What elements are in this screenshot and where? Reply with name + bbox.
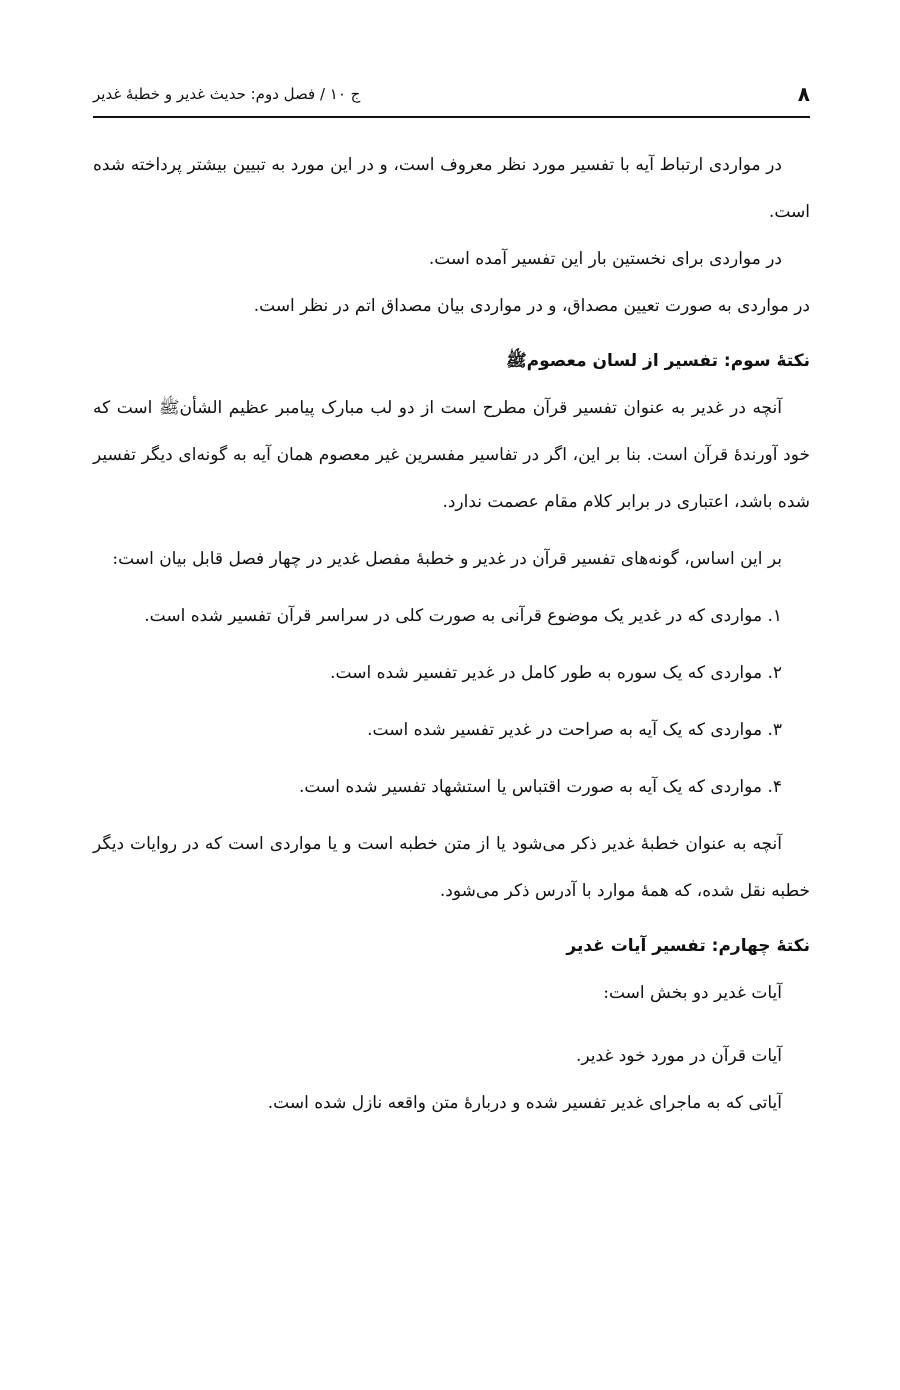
list-item: ۲. مواردی که یک سوره به طور کامل در غدیر تفسیر شده است.	[330, 663, 782, 683]
list-item: ۱. مواردی که در غدیر یک موضوع قرآنی به صورت کلی در سراسر قرآن تفسیر شده است.	[144, 606, 782, 626]
heading-text: نکتهٔ سوم: تفسیر از لسان معصوم	[526, 351, 810, 371]
list-item: ۴. مواردی که یک آیه به صورت اقتباس یا استشهاد تفسیر شده است.	[298, 777, 782, 797]
honorific-symbol: ﷺ	[506, 351, 527, 371]
section-heading-3	[93, 338, 810, 385]
paragraph	[93, 385, 810, 526]
paragraph: آیات قرآن در مورد خود غدیر.	[575, 1046, 782, 1066]
paragraph: آنچه به عنوان خطبهٔ غدیر ذکر می‌شود یا از متن خطبه است و یا مواردی است که در روایات دیگر خطبه نقل شده، که همهٔ موارد با آدرس ذکر می‌شود.	[93, 834, 810, 901]
book-page	[93, 0, 810, 1390]
paragraph: آیاتی که به ماجرای غدیر تفسیر شده و دربارهٔ متن واقعه نازل شده است.	[267, 1093, 782, 1113]
paragraph: در مواردی به صورت تعیین مصداق، و در مواردی بیان مصداق اتم در نظر است.	[253, 296, 810, 316]
paragraph-text: است که خود آورندهٔ قرآن است. بنا بر این، اگر در تفاسیر مفسرین غیر معصوم همان آیه به گونه‌ای دیگر تفسیر شده باشد، اعتباری در برابر کلام مقام عصمت ندارد.	[93, 398, 810, 512]
page-header	[93, 74, 810, 114]
header-rule	[93, 116, 810, 118]
paragraph: در مواردی برای نخستین بار این تفسیر آمده است.	[428, 249, 782, 269]
paragraph: در مواردی ارتباط آیه با تفسیر مورد نظر معروف است، و در این مورد به تبیین بیشتر پرداخته شده است.	[93, 155, 810, 222]
paragraph: آیات غدیر دو بخش است:	[603, 983, 782, 1003]
running-head: ج ۱۰ / فصل دوم: حدیث غدیر و خطبهٔ غدیر	[93, 85, 361, 103]
page-content	[93, 142, 810, 1127]
paragraph: بر این اساس، گونه‌های تفسیر قرآن در غدیر و خطبهٔ مفصل غدیر در چهار فصل قابل بیان است:	[112, 549, 782, 569]
honorific-symbol: ﷺ	[158, 398, 180, 418]
section-heading-4: نکتهٔ چهارم: تفسیر آیات غدیر	[566, 936, 810, 956]
paragraph-text: آنچه در غدیر به عنوان تفسیر قرآن مطرح است از دو لب مبارک پیامبر عظیم الشأن	[179, 398, 782, 418]
list-item: ۳. مواردی که یک آیه به صراحت در غدیر تفسیر شده است.	[367, 720, 782, 740]
page-number: ۸	[797, 82, 810, 106]
